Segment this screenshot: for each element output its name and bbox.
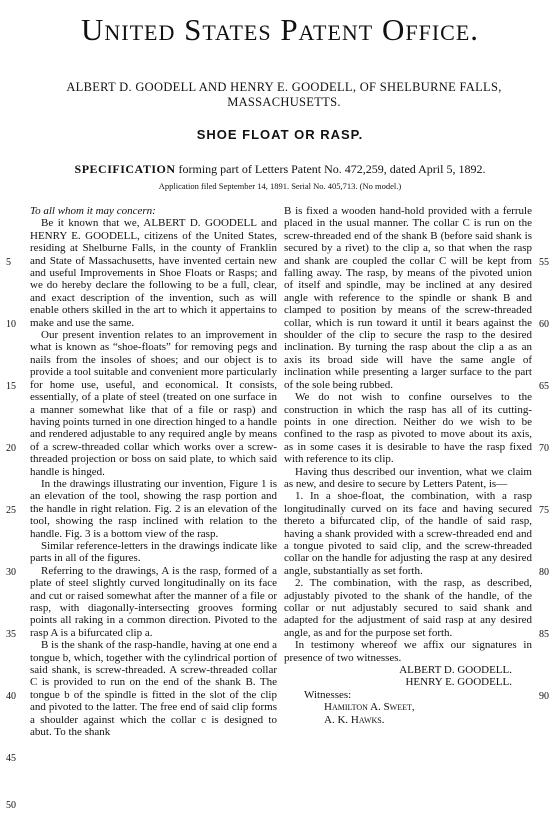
inventors (24, 80, 544, 110)
testimony: In testimony whereof we affix our signatures in presence of two witnesses. (284, 639, 532, 664)
line-number: 45 (6, 753, 16, 764)
line-number: 85 (539, 629, 549, 640)
paragraph: Similar reference-letters in the drawings indicate like parts in all of the figures. (30, 539, 277, 565)
spec-rest: forming part of Letters Patent No. 472,259, dated April 5, 1892. (178, 162, 486, 176)
line-number: 30 (6, 567, 16, 578)
paragraph: B is the shank of the rasp-handle, having at one end a tongue b, which, together with the cylindrical portion of said shank, is screw-threaded. A screw-threaded collar C is provided to run on the end of the shank B. The tongue b of the spindle is fitted in the slot of the clip and pivoted to the latter. The free end of said clip forms a shoulder against which the collar c is designed to abut. To the shank (30, 639, 277, 739)
inventors-line-1: ALBERT D. GOODELL AND HENRY E. GOODELL, OF SHELBURNE FALLS, (66, 80, 502, 94)
document-title: SHOE FLOAT OR RASP. (196, 127, 364, 142)
line-number: 10 (6, 319, 16, 330)
inventors-line-2: MASSACHUSETTS. (227, 95, 341, 109)
line-number: 65 (539, 381, 549, 392)
paragraph: B is fixed a wooden hand-hold provided with a ferrule placed in the usual manner. The collar C is run on the screw-threaded end of the shank B (before said shank is secured by a rivet) to the clip a, so that when the rasp and shank are coupled the collar C will be kept from falling away. The rasp, by means of the pivoted union of itself and spindle, may be inclined at any desired angle with reference to the spindle or shank B and clamped to position by means of the screw-threaded collar, which is run toward it until it bears against the shoulder of the clip to secure the rasp to the desired inclination. By turning the rasp about the clip a as an axis its broad side will have the same angle of inclination while presenting a larger surface to the part of the sole being rubbed. (284, 205, 532, 391)
signature: HENRY E. GOODELL. (405, 676, 512, 689)
specification-line (0, 162, 560, 177)
claim-1: 1. In a shoe-float, the combination, with a rasp longitudinally curved on its face and having secured thereto a bifurcated clip, of the handle of said rasp, having a shank provided with a screw-threaded end and a tongue pivoted to said clip, and the screw-threaded collar on the handle for adjusting the rasp at any desired angle, substantially as set forth. (284, 490, 532, 577)
paragraph: In the drawings illustrating our invention, Figure 1 is an elevation of the tool, showing the rasp portion and the handle in right relation. Fig. 2 is an elevation of the tool, showing the rasp inclined with relation to the handle. Fig. 3 is a bottom view of the rasp. (30, 477, 277, 540)
paragraph: We do not wish to confine ourselves to the construction in which the rasp has all of its cutting-points in one direction. Neither do we wish to be confined to the rasp as pivoted to move about its axis, as in some cases it is desirable to have the rasp fixed with reference to its clip. (284, 391, 532, 466)
line-number: 25 (6, 505, 16, 516)
application-filed-line: Application filed September 14, 1891. Serial No. 405,713. (No model.) (158, 181, 402, 191)
line-number: 35 (6, 629, 16, 640)
claim-2: 2. The combination, with the rasp, as described, adjustably pivoted to the shank of the handle, of the collar or nut adjustably secured to said shank and adapted for the adjustment of said rasp at any desired angle, as and for the purpose set forth. (284, 577, 532, 639)
paragraph: Having thus described our invention, what we claim as new, and desire to secure by Letters Patent, is— (284, 465, 532, 490)
line-number: 90 (539, 691, 549, 702)
line-number: 50 (6, 800, 16, 811)
line-number: 80 (539, 567, 549, 578)
office-title: United States Patent Office. (80, 12, 480, 47)
signature: ALBERT D. GOODELL. (399, 664, 512, 677)
line-number: 40 (6, 691, 16, 702)
line-number: 5 (6, 257, 11, 268)
salutation: To all whom it may concern: (30, 205, 156, 217)
left-column (30, 205, 277, 738)
line-number: 20 (6, 443, 16, 454)
right-column (284, 205, 532, 726)
witnesses-label: Witnesses: (304, 688, 352, 701)
paragraph: Be it known that we, ALBERT D. GOODELL and HENRY E. GOODELL, citizens of the United States, residing at Shelburne Falls, in the county of Franklin and State of Massachusetts, have invented certain new and useful Improvements in Shoe Floats or Rasps; and we do hereby declare the following to be a full, clear, and exact description of the invention, such as will enable others skilled in the art to which it appertains to make and use the same. (30, 217, 277, 329)
line-number: 55 (539, 257, 549, 268)
paragraph: Referring to the drawings, A is the rasp, formed of a plate of steel slightly curved longitudinally on its face and cut or raised somewhat after the manner of a file or rasp, with diagonally-intersecting grooves forming points all raking in a common direction. Pivoted to the rasp A is a bifurcated clip a. (30, 564, 277, 639)
spec-label: SPECIFICATION (74, 162, 176, 176)
witness: A. K. Hawks. (324, 713, 385, 726)
witness: Hamilton A. Sweet, (324, 701, 415, 714)
paragraph: Our present invention relates to an improvement in what is known as “shoe-floats” for removing pegs and nails from the insoles of shoes; and our object is to provide a tool suitable and convenient more particularly for home use, useful, and economical. It consists, essentially, of a plate of steel (treated on one surface in a manner somewhat like that of a file or rasp) and having points turned in one direction hinged to a handle and rendered adjustable to any required angle by means of a screw-threaded collar which works over a screw-threaded projection or boss on said plate, to which said handle is hinged. (30, 329, 277, 478)
line-number: 75 (539, 505, 549, 516)
line-number: 15 (6, 381, 16, 392)
line-number: 60 (539, 319, 549, 330)
line-number: 70 (539, 443, 549, 454)
